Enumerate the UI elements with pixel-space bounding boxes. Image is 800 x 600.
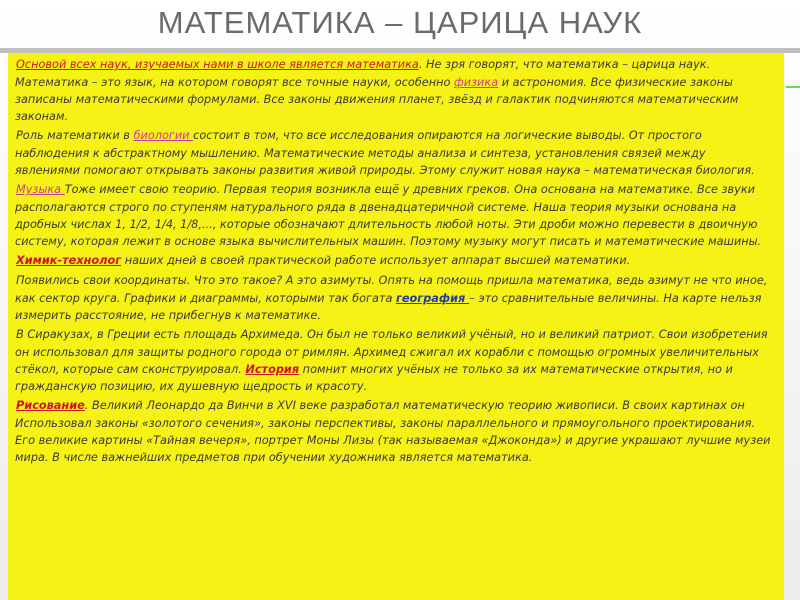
- paragraph-text: . Не зря говорят, что математика – царица наук. Математика – это язык, на котором говорят все точные науки, особенно: [15, 58, 711, 89]
- link-history[interactable]: История: [245, 363, 300, 376]
- paragraph-chemistry: [15, 252, 774, 270]
- link-chemist[interactable]: Химик-технолог: [16, 254, 122, 267]
- decorative-line: [786, 86, 800, 88]
- paragraph-drawing: [15, 397, 774, 466]
- paragraph-history: [15, 326, 774, 395]
- paragraph-text: наших дней в своей практической работе использует аппарат высшей математики.: [121, 254, 631, 267]
- slide-title: МАТЕМАТИКА – ЦАРИЦА НАУК: [157, 5, 643, 40]
- paragraph-text: В Сиракузах, в Греции есть площадь Архимеда. Он был не только великий учёный, но и великий патриот. Свои изобретения он использовал для защиты родного города от римлян. Архимед сжигал их корабли с помощью огромных увеличительных стёкол, которые сам сконструировал.: [15, 328, 768, 376]
- content-box: [8, 53, 784, 600]
- link-mathematics[interactable]: Основой всех наук, изучаемых нами в школе является математика: [16, 58, 419, 71]
- paragraph-text: помнит многих учёных не только за их математические открытия, но и гражданскую позицию, их душевную щедрость и красоту.: [15, 363, 733, 393]
- paragraph-text: – это сравнительные величины. На карте нельзя измерить расстояние, не прибегнув к математике.: [15, 292, 762, 322]
- paragraph-text: состоит в том, что все исследования опираются на логические выводы. От простого наблюдения к абстрактному мышлению. Математические методы анализа и синтеза, установления связей между явлениями помогают открывать законы развития живой природы. Этому служит новая наука – математическая биология.: [15, 129, 755, 177]
- paragraph-mathematics: [15, 56, 774, 125]
- paragraph-music: [15, 181, 774, 250]
- paragraph-text: . Великий Леонардо да Винчи в XVI веке разработал математическую теорию живописи. В своих картинах он Использовал законы «золотого сечения», законы перспективы, законы параллельного и прямоугольного проектирования. Его великие картины «Тайная вечеря», портрет Моны Лизы (так называемая «Джоконда») и другие украшают лучшие музеи мира. В числе важнейших предметов при обучении художника является математика.: [15, 399, 771, 464]
- link-music[interactable]: Музыка: [16, 183, 65, 196]
- paragraph-geography: [15, 272, 774, 324]
- link-drawing[interactable]: Рисование: [16, 399, 85, 412]
- link-physics[interactable]: физика: [454, 76, 499, 89]
- paragraph-text: и астрономия. Все физические законы записаны математическими формулами. Все законы движения планет, звёзд и галактик подчиняются математическим законам.: [15, 76, 739, 123]
- paragraph-text: Роль математики в: [16, 129, 134, 142]
- paragraph-text: Появились свои координаты. Что это такое? А это азимуты. Опять на помощь пришла математика, ведь азимут не что иное, как сектор круга. Графики и диаграммы, которыми так богата: [15, 274, 768, 305]
- paragraph-biology: [15, 127, 774, 179]
- paragraph-text: Тоже имеет свою теорию. Первая теория возникла ещё у древних греков. Она основана на математике. Все звуки располагаются строго по ступеням натурального ряда в двенадцатеричной системе. Наша теория музыки основана на дробных числах 1, 1/2, 1/4, 1/8,..., которые обозначают длительность любой ноты. Эти дроби можно перевести в двоичную систему, которая лежит в основе языка вычислительных машин. Поэтому музыку могут писать и математические машины.: [15, 183, 762, 248]
- link-biology[interactable]: биологии: [133, 129, 194, 142]
- link-geography[interactable]: география: [395, 292, 470, 305]
